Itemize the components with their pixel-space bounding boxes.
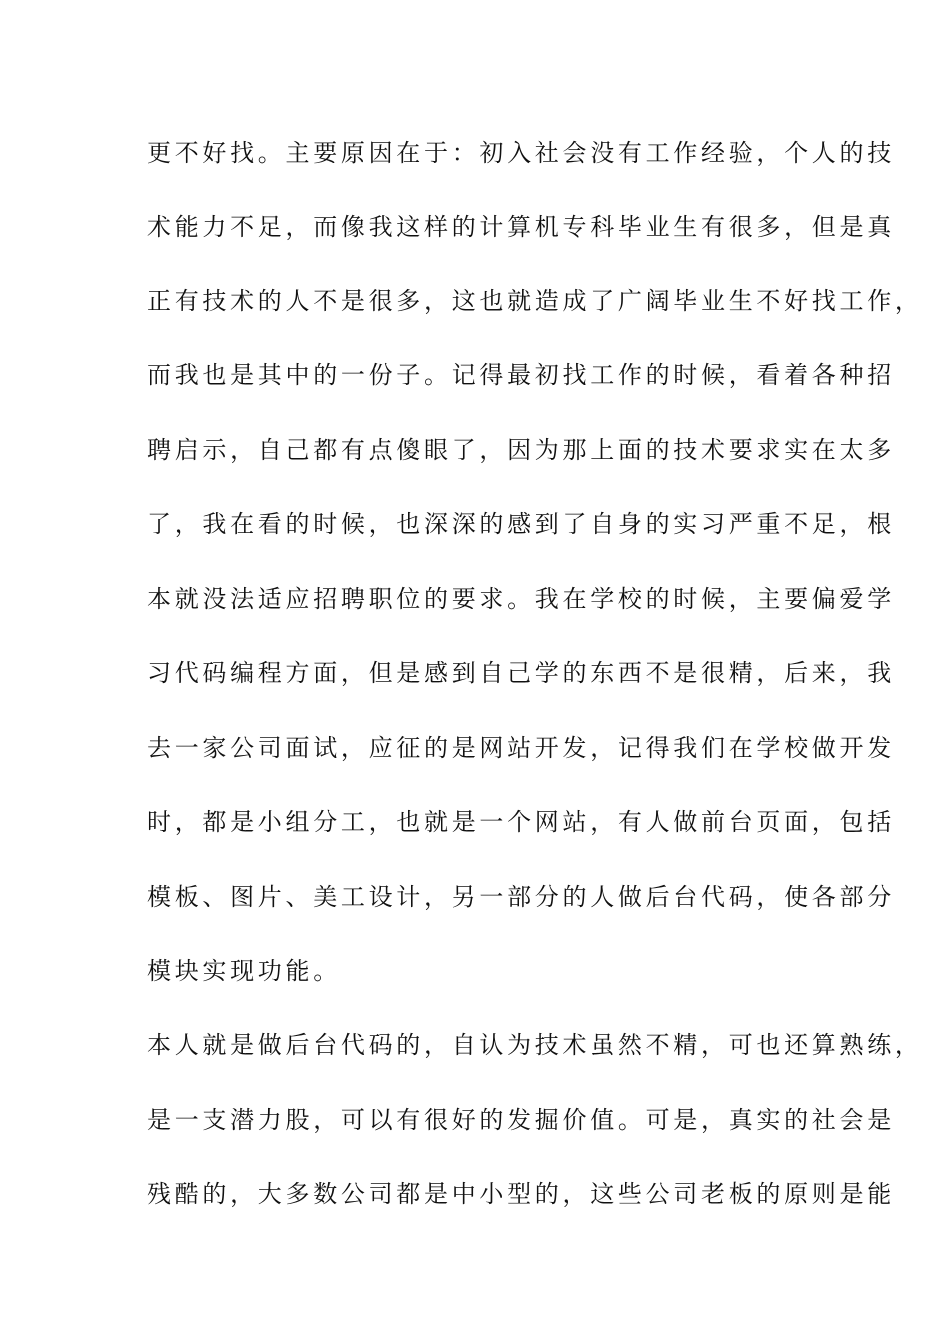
text-line: 时，都是小组分工，也就是一个网站，有人做前台页面，包括 <box>147 808 895 836</box>
text-line: 聘启示，自己都有点傻眼了，因为那上面的技术要求实在太多 <box>147 436 895 464</box>
text-line: 更不好找。主要原因在于：初入社会没有工作经验，个人的技 <box>147 139 895 167</box>
text-line: 模块实现功能。 <box>147 957 341 985</box>
text-line: 正有技术的人不是很多，这也就造成了广阔毕业生不好找工作， <box>147 287 923 315</box>
text-line: 了，我在看的时候，也深深的感到了自身的实习严重不足，根 <box>147 510 895 538</box>
text-line: 术能力不足，而像我这样的计算机专科毕业生有很多，但是真 <box>147 213 895 241</box>
text-line: 去一家公司面试，应征的是网站开发，记得我们在学校做开发 <box>147 734 895 762</box>
text-line: 本就没法适应招聘职位的要求。我在学校的时候，主要偏爱学 <box>147 585 895 613</box>
text-line: 是一支潜力股，可以有很好的发掘价值。可是，真实的社会是 <box>147 1106 895 1134</box>
text-line: 本人就是做后台代码的，自认为技术虽然不精，可也还算熟练， <box>147 1031 923 1059</box>
text-line: 习代码编程方面，但是感到自己学的东西不是很精，后来，我 <box>147 659 895 687</box>
text-line: 而我也是其中的一份子。记得最初找工作的时候，看着各种招 <box>147 361 895 389</box>
text-line: 残酷的，大多数公司都是中小型的，这些公司老板的原则是能 <box>147 1180 895 1208</box>
text-line: 模板、图片、美工设计，另一部分的人做后台代码，使各部分 <box>147 883 895 911</box>
